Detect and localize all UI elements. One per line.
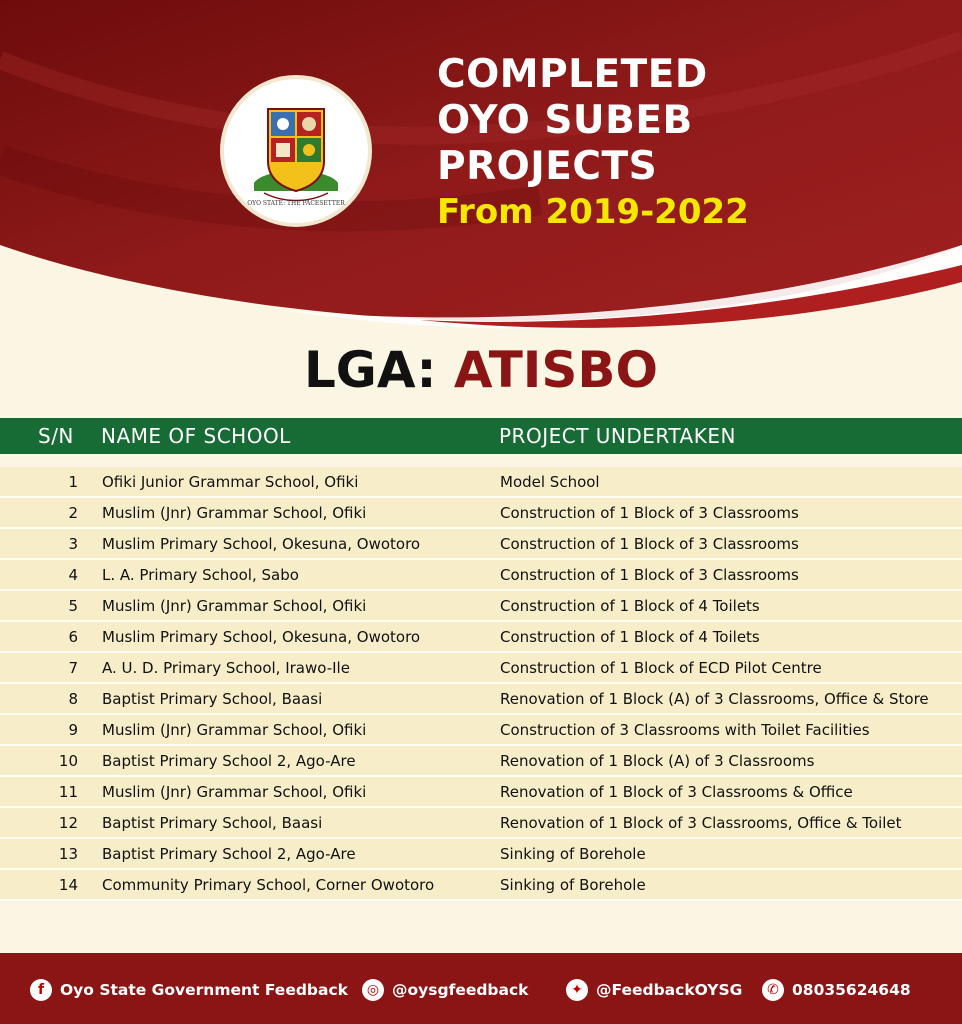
row-sn: 10 (58, 752, 78, 770)
row-sn: 5 (68, 597, 78, 615)
table-row (0, 467, 962, 498)
facebook-link[interactable] (30, 977, 348, 1003)
row-project: Construction of 1 Block of ECD Pilot Centre (500, 659, 822, 677)
title-line-1: COMPLETED (437, 52, 708, 97)
lga-value: ATISBO (453, 341, 659, 399)
table-row (0, 808, 962, 839)
table-row (0, 746, 962, 777)
table-row (0, 591, 962, 622)
facebook-text: Oyo State Government Feedback (60, 981, 348, 999)
table-row (0, 839, 962, 870)
row-project: Construction of 1 Block of 3 Classrooms (500, 535, 799, 553)
date-range-subtitle: From 2019-2022 (437, 192, 749, 232)
row-school: L. A. Primary School, Sabo (102, 566, 299, 584)
row-sn: 9 (68, 721, 78, 739)
table-row (0, 715, 962, 746)
row-project: Construction of 1 Block of 3 Classrooms (500, 504, 799, 522)
page-title (437, 52, 708, 190)
row-school: Community Primary School, Corner Owotoro (102, 876, 435, 894)
title-line-2: OYO SUBEB (437, 98, 693, 143)
title-line-3: PROJECTS (437, 144, 658, 189)
row-school: Muslim (Jnr) Grammar School, Ofiki (102, 721, 367, 739)
row-project: Model School (500, 473, 600, 491)
row-school: A. U. D. Primary School, Irawo-Ile (102, 659, 350, 677)
table-row (0, 498, 962, 529)
row-school: Baptist Primary School 2, Ago-Are (102, 752, 356, 770)
row-project: Sinking of Borehole (500, 845, 646, 863)
projects-table (0, 467, 962, 901)
row-sn: 7 (68, 659, 78, 677)
row-sn: 6 (68, 628, 78, 646)
table-row (0, 560, 962, 591)
instagram-link[interactable] (362, 977, 529, 1003)
twitter-text: @FeedbackOYSG (596, 981, 743, 999)
row-project: Sinking of Borehole (500, 876, 646, 894)
row-school: Ofiki Junior Grammar School, Ofiki (102, 473, 359, 491)
footer-bar (0, 953, 962, 1024)
emblem-motto: OYO STATE: THE PACESETTER (247, 200, 345, 207)
instagram-icon: ◎ (362, 979, 384, 1001)
table-row (0, 777, 962, 808)
row-school: Muslim (Jnr) Grammar School, Ofiki (102, 783, 367, 801)
row-school: Muslim (Jnr) Grammar School, Ofiki (102, 504, 367, 522)
row-project: Construction of 1 Block of 4 Toilets (500, 597, 760, 615)
row-school: Baptist Primary School, Baasi (102, 690, 323, 708)
row-school: Muslim Primary School, Okesuna, Owotoro (102, 535, 421, 553)
row-sn: 11 (58, 783, 78, 801)
row-sn: 13 (58, 845, 78, 863)
row-sn: 12 (58, 814, 78, 832)
row-school: Baptist Primary School 2, Ago-Are (102, 845, 356, 863)
row-sn: 14 (58, 876, 78, 894)
row-sn: 2 (68, 504, 78, 522)
row-sn: 4 (68, 566, 78, 584)
row-project: Renovation of 1 Block (A) of 3 Classrooms (500, 752, 815, 770)
whatsapp-text: 08035624648 (792, 981, 911, 999)
oyo-state-emblem (220, 75, 372, 227)
row-project: Construction of 3 Classrooms with Toilet Facilities (500, 721, 870, 739)
table-row (0, 684, 962, 715)
row-school: Muslim (Jnr) Grammar School, Ofiki (102, 597, 367, 615)
row-sn: 1 (68, 473, 78, 491)
row-school: Baptist Primary School, Baasi (102, 814, 323, 832)
header-sn: S/N (38, 424, 74, 448)
row-sn: 8 (68, 690, 78, 708)
row-school: Muslim Primary School, Okesuna, Owotoro (102, 628, 421, 646)
header-project: PROJECT UNDERTAKEN (499, 424, 736, 448)
table-header (0, 418, 962, 454)
twitter-icon: ✦ (566, 979, 588, 1001)
table-row (0, 622, 962, 653)
facebook-icon: f (30, 979, 52, 1001)
row-project: Renovation of 1 Block of 3 Classrooms & Office (500, 783, 853, 801)
row-project: Construction of 1 Block of 4 Toilets (500, 628, 760, 646)
header-school: NAME OF SCHOOL (101, 424, 291, 448)
table-row (0, 653, 962, 684)
lga-label: LGA: (303, 341, 437, 399)
table-row (0, 870, 962, 901)
table-row (0, 529, 962, 560)
row-project: Construction of 1 Block of 3 Classrooms (500, 566, 799, 584)
row-project: Renovation of 1 Block (A) of 3 Classrooms, Office & Store (500, 690, 929, 708)
twitter-link[interactable] (566, 977, 742, 1003)
lga-heading (0, 340, 962, 400)
whatsapp-link[interactable] (762, 977, 911, 1003)
row-sn: 3 (68, 535, 78, 553)
whatsapp-icon: ✆ (762, 979, 784, 1001)
row-project: Renovation of 1 Block of 3 Classrooms, Office & Toilet (500, 814, 902, 832)
instagram-text: @oysgfeedback (392, 981, 529, 999)
